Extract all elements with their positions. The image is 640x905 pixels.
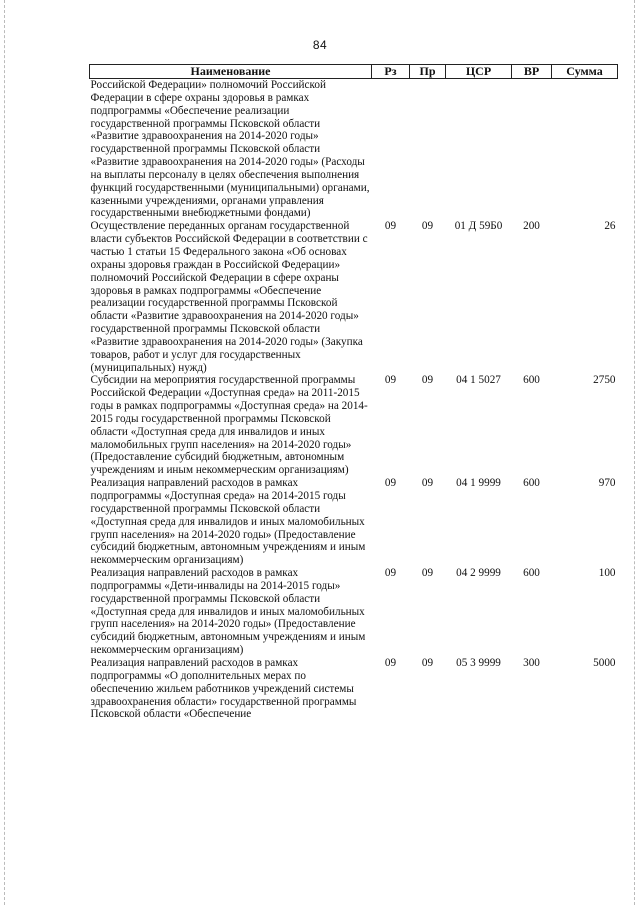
row-pr	[410, 79, 446, 221]
row-sum: 100	[598, 567, 616, 580]
row-rz: 09	[384, 220, 397, 233]
row-vr	[512, 79, 552, 221]
row-name: Российской Федерации» полномочий Российской Федерации в сфере охраны здоровья в рамках подпрограммы «Обеспечение реализации государственной программы Псковской области «Развитие здравоохранения на 2014-2020 годы» государственной программы Псковской области «Развитие здравоохранения на 2014-2020 годы» (Расходы на выплаты персоналу в целях обеспечения выполнения функций государственными (муниципальными) органами, казенными учреждениями, органами управления государственными внебюджетными фондами)	[90, 79, 370, 220]
row-pr: 09	[421, 374, 434, 387]
table-row	[90, 567, 618, 657]
row-csr: 04 1 9999	[456, 477, 501, 490]
row-rz: 09	[384, 656, 397, 669]
row-rz	[372, 79, 410, 221]
row-sum: 26	[604, 220, 616, 233]
header-vr: ВР	[512, 65, 552, 79]
table-row	[90, 79, 618, 221]
row-name: Осуществление переданных органам государственной власти субъектов Российской Федерации в соответствии с частью 1 статьи 15 Федерального закона «Об основах охраны здоровья граждан в Российской Федерации» полномочий Российской Федерации в сфере охраны здоровья в рамках подпрограммы «Обеспечение реализации государственной программы Псковской области «Развитие здравоохранения на 2014-2020 годы» государственной программы Псковской области «Развитие здравоохранения на 2014-2020 годы» (Закупка товаров, работ и услуг для государственных (муниципальных) нужд)	[90, 220, 368, 374]
row-sum: 2750	[593, 374, 616, 387]
row-name: Реализация направлений расходов в рамках подпрограммы «Дети-инвалиды на 2014-2015 годы» государственной программы Псковской области «Доступная среда для инвалидов и иных маломобильных групп населения» на 2014-2020 годы» (Предоставление субсидий бюджетным, автономным учреждениям и иным некоммерческим организациям)	[90, 567, 366, 657]
row-rz: 09	[384, 567, 397, 580]
row-sum: 970	[598, 477, 616, 490]
table-header-row	[90, 65, 618, 79]
row-csr: 01 Д 59Б0	[454, 220, 503, 233]
left-margin-line	[4, 0, 5, 905]
row-sum	[552, 79, 618, 221]
table-row	[90, 220, 618, 374]
row-rz: 09	[384, 477, 397, 490]
row-vr: 300	[523, 656, 540, 669]
table-row	[90, 374, 618, 477]
row-pr: 09	[421, 220, 434, 233]
header-csr: ЦСР	[446, 65, 512, 79]
row-pr: 09	[421, 477, 434, 490]
row-pr: 09	[421, 656, 434, 669]
row-vr: 600	[523, 567, 540, 580]
header-name: Наименование	[90, 65, 372, 79]
row-sum: 5000	[593, 656, 616, 669]
header-sum: Сумма	[552, 65, 618, 79]
table-row	[90, 657, 618, 721]
row-vr: 200	[523, 220, 540, 233]
budget-table	[89, 64, 618, 721]
page-number: 84	[312, 38, 328, 52]
header-rz: Рз	[372, 65, 410, 79]
table-row	[90, 477, 618, 567]
row-vr: 600	[523, 374, 540, 387]
row-csr: 04 2 9999	[456, 567, 501, 580]
row-csr: 04 1 5027	[456, 374, 501, 387]
header-pr: Пр	[410, 65, 446, 79]
row-vr: 600	[523, 477, 540, 490]
row-rz: 09	[384, 374, 397, 387]
row-pr: 09	[421, 567, 434, 580]
row-csr: 05 3 9999	[456, 656, 501, 669]
right-margin-line	[634, 0, 635, 905]
row-name: Реализация направлений расходов в рамках подпрограммы «Доступная среда» на 2014-2015 годы государственной программы Псковской области «Доступная среда для инвалидов и иных маломобильных групп населения» на 2014-2020 годы» (Предоставление субсидий бюджетным, автономным учреждениям и иным некоммерческим организациям)	[90, 477, 366, 567]
row-name: Субсидии на мероприятия государственной программы Российской Федерации «Доступная среда» на 2011-2015 годы в рамках подпрограммы «Доступная среда» на 2014-2015 годы государственной программы Псковской области «Доступная среда для инвалидов и иных маломобильных групп населения» на 2014-2020 годы» (Предоставление субсидий бюджетным, автономным учреждениям и иным некоммерческим организациям)	[90, 374, 368, 477]
row-csr	[446, 79, 512, 221]
row-name: Реализация направлений расходов в рамках подпрограммы «О дополнительных мерах по обеспечению жильем работников учреждений системы здравоохранения области» государственной программы Псковской области «Обеспечение	[90, 656, 357, 721]
